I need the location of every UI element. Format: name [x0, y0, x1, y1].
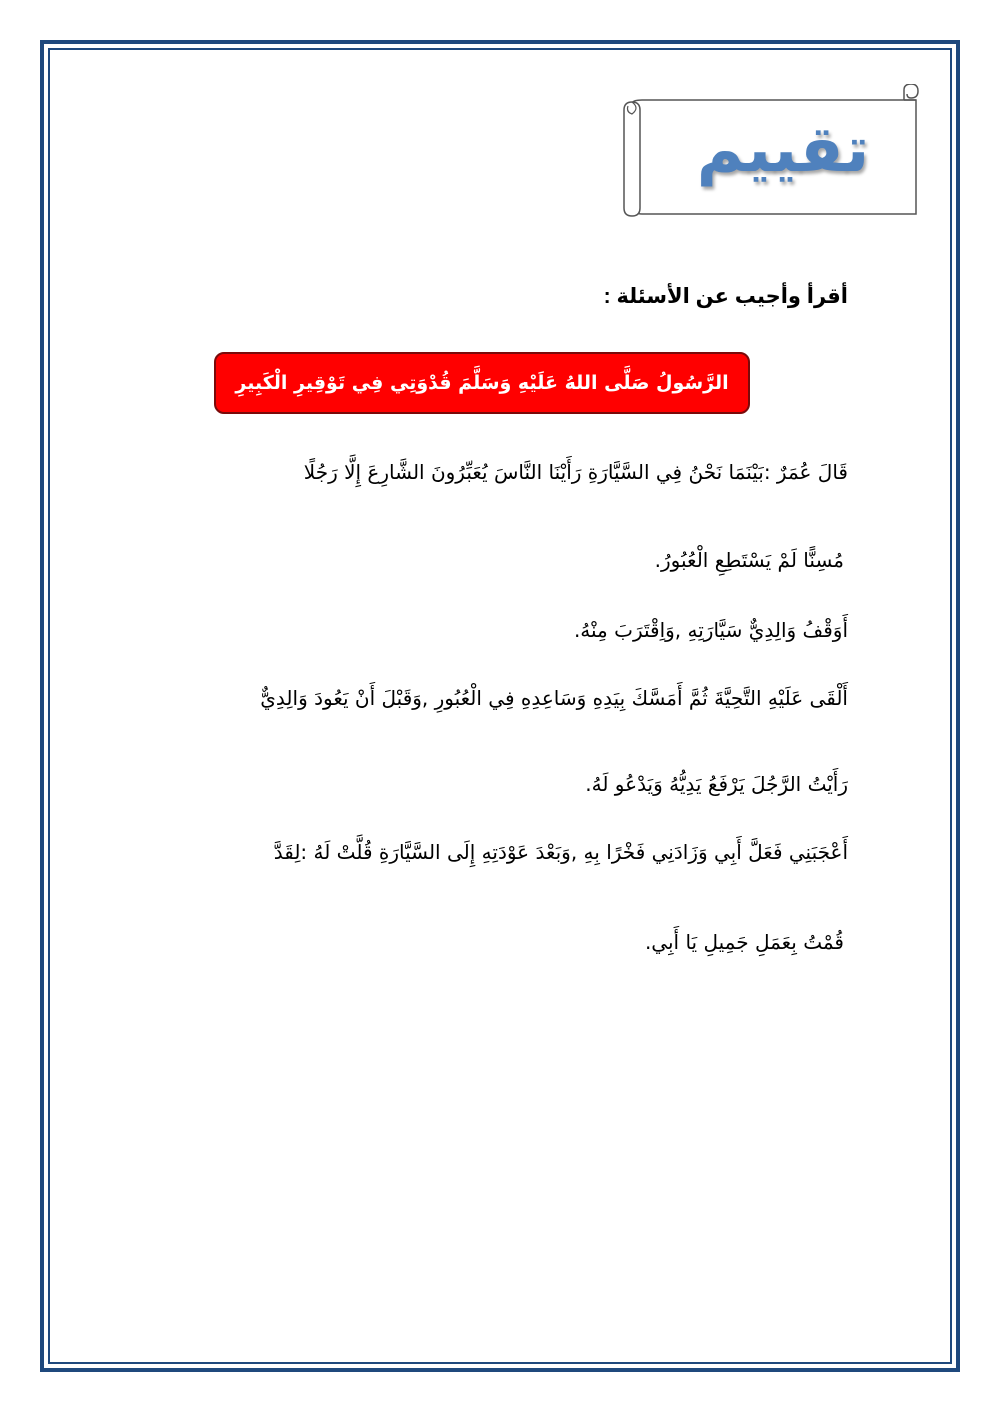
story-line: أَلْقَى عَلَيْهِ التَّحِيَّةَ ثُمَّ أَمَسَّكَ بِيَدِهِ وَسَاعِدِهِ فِي الْعُبُورِ ,وَقَبْلَ أَنْ يَعُودَ وَالِدِيٌّ [260, 686, 848, 710]
scroll-banner [618, 84, 930, 224]
story-line: قَالَ عُمَرٌ :بَيْنَمَا نَحْنُ فِي السَّيَّارَةِ رَأَيْنَا النَّاسَ يُعَبِّرُونَ الشَّارِعَ إِلَّا رَجُلًا [303, 460, 848, 484]
story-title: الرَّسُولُ صَلَّى اللهُ عَلَيْهِ وَسَلَّمَ قُدْوَتِي فِي تَوْقِيرِ الْكَبِيرِ [235, 372, 729, 394]
story-title-box [214, 352, 750, 414]
story-line: أَوَقْفُ وَالِدِيٌّ سَيَّارَتِهِ ,وَاِقْتَرَبَ مِنْهُ. [573, 618, 848, 642]
story-line: مُسِنًّا لَمْ يَسْتَطِعِ الْعُبُورُ. [654, 548, 844, 572]
story-line: قُمْتُ بِعَمَلِ جَمِيلِ يَا أَبِي. [644, 930, 844, 954]
story-line: رَأَيْتُ الرَّجُلَ يَرْفَعُ يَدِيُّهُ وَيَدْعُو لَهُ. [585, 772, 848, 796]
story-line: أَعْجَبَنِي فَعَلَّ أَبِي وَزَادَنِي فَخْرًا بِهِ ,وَبَعْدَ عَوْدَتِهِ إِلَى السَّيَّارَةِ قُلَّتْ لَهُ :لِقَدَّ [273, 840, 848, 864]
banner-title: تقييم [696, 113, 870, 187]
instruction-heading: أقرأ وأجيب عن الأسئلة : [603, 285, 848, 308]
